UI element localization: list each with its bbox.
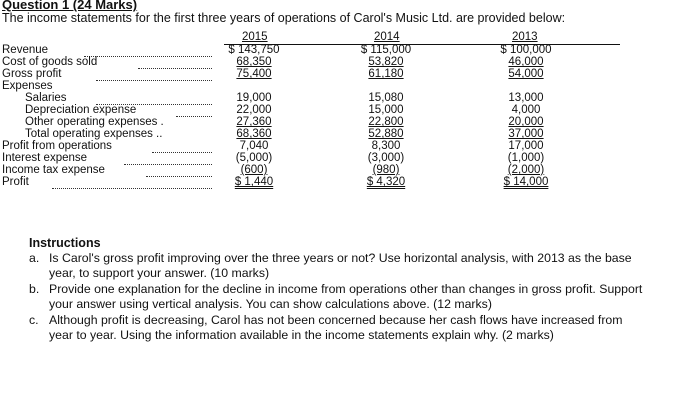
leader-dots bbox=[138, 68, 212, 69]
value-revenue-2015: $ 143,750 bbox=[228, 44, 280, 56]
label-cogs: Cost of goods sold bbox=[2, 56, 98, 68]
value-other-operating-2014: 22,800 bbox=[368, 116, 404, 128]
label-salaries: Salaries bbox=[25, 92, 67, 104]
leader-dots bbox=[124, 164, 212, 165]
value-gross-profit-2014: 61,180 bbox=[368, 68, 404, 80]
label-gross-profit: Gross profit bbox=[2, 68, 62, 80]
value-other-operating-2015: 27,360 bbox=[236, 116, 272, 128]
value-interest-2014: (3,000) bbox=[367, 152, 405, 164]
value-gross-profit-2013: 54,000 bbox=[508, 68, 544, 80]
label-revenue: Revenue bbox=[2, 44, 49, 56]
value-profit-2014: $ 4,320 bbox=[366, 176, 406, 188]
instruction-text: Provide one explanation for the decline in income from operations other than changes in gross profit. Support your answer using vertical analysis. You can show calculations above. (12 marks) bbox=[49, 282, 643, 311]
value-income-tax-2014: (980) bbox=[372, 164, 400, 176]
value-cogs-2015: 68,350 bbox=[236, 56, 272, 68]
value-total-operating-2014: 52,880 bbox=[368, 128, 404, 140]
label-other-operating: Other operating expenses . bbox=[25, 116, 164, 128]
value-profit-operations-2014: 8,300 bbox=[371, 140, 401, 152]
leader-dots bbox=[176, 116, 212, 117]
instruction-text: Although profit is decreasing, Carol has not been concerned because her cash flows have increased from year to year. Using the information available in the income statements explain why. (2 marks) bbox=[49, 313, 623, 342]
label-depreciation: Depreciation expense bbox=[25, 104, 137, 116]
leader-dots bbox=[152, 152, 212, 153]
value-interest-2013: (1,000) bbox=[507, 152, 545, 164]
label-profit: Profit bbox=[2, 176, 29, 188]
value-profit-2013: $ 14,000 bbox=[503, 176, 549, 188]
leader-dots bbox=[84, 56, 212, 57]
leader-dots bbox=[52, 188, 212, 189]
value-other-operating-2013: 20,000 bbox=[508, 116, 544, 128]
value-depreciation-2015: 22,000 bbox=[236, 104, 272, 116]
label-income-tax: Income tax expense bbox=[2, 164, 105, 176]
instructions-title: Instructions bbox=[29, 236, 101, 250]
label-profit-operations: Profit from operations bbox=[2, 140, 112, 152]
value-profit-operations-2015: 7,040 bbox=[239, 140, 269, 152]
leader-dots bbox=[96, 80, 212, 81]
label-total-operating: Total operating expenses .. bbox=[25, 128, 163, 140]
value-salaries-2015: 19,000 bbox=[236, 92, 272, 104]
value-interest-2015: (5,000) bbox=[235, 152, 273, 164]
leader-dots bbox=[146, 176, 212, 177]
instruction-marker: c. bbox=[29, 313, 39, 327]
year-header-2014: 2014 bbox=[374, 31, 400, 43]
question-heading: Question 1 (24 Marks) bbox=[2, 0, 138, 12]
value-cogs-2014: 53,820 bbox=[368, 56, 404, 68]
intro-text: The income statements for the first three years of operations of Carol's Music Ltd. are provided below: bbox=[2, 11, 566, 25]
label-expenses: Expenses bbox=[2, 80, 53, 92]
year-header-2015: 2015 bbox=[242, 31, 268, 43]
value-profit-2015: $ 1,440 bbox=[234, 176, 274, 188]
value-income-tax-2015: (600) bbox=[240, 164, 268, 176]
instruction-marker: a. bbox=[29, 251, 40, 265]
value-profit-operations-2013: 17,000 bbox=[508, 140, 544, 152]
value-income-tax-2013: (2,000) bbox=[507, 164, 545, 176]
value-cogs-2013: 46,000 bbox=[508, 56, 544, 68]
instruction-marker: b. bbox=[29, 282, 40, 296]
value-total-operating-2015: 68,360 bbox=[236, 128, 272, 140]
value-depreciation-2013: 4,000 bbox=[511, 104, 541, 116]
value-salaries-2013: 13,000 bbox=[508, 92, 544, 104]
value-revenue-2013: $ 100,000 bbox=[500, 44, 552, 56]
value-gross-profit-2015: 75,400 bbox=[236, 68, 272, 80]
value-total-operating-2013: 37,000 bbox=[508, 128, 544, 140]
value-depreciation-2014: 15,000 bbox=[368, 104, 404, 116]
label-interest: Interest expense bbox=[2, 152, 88, 164]
year-header-2013: 2013 bbox=[512, 31, 538, 43]
instruction-text: Is Carol's gross profit improving over the three years or not? Use horizontal analysis, with 2013 as the base year, to support your answer. (10 marks) bbox=[49, 251, 632, 280]
value-salaries-2014: 15,080 bbox=[368, 92, 404, 104]
value-revenue-2014: $ 115,000 bbox=[360, 44, 412, 56]
